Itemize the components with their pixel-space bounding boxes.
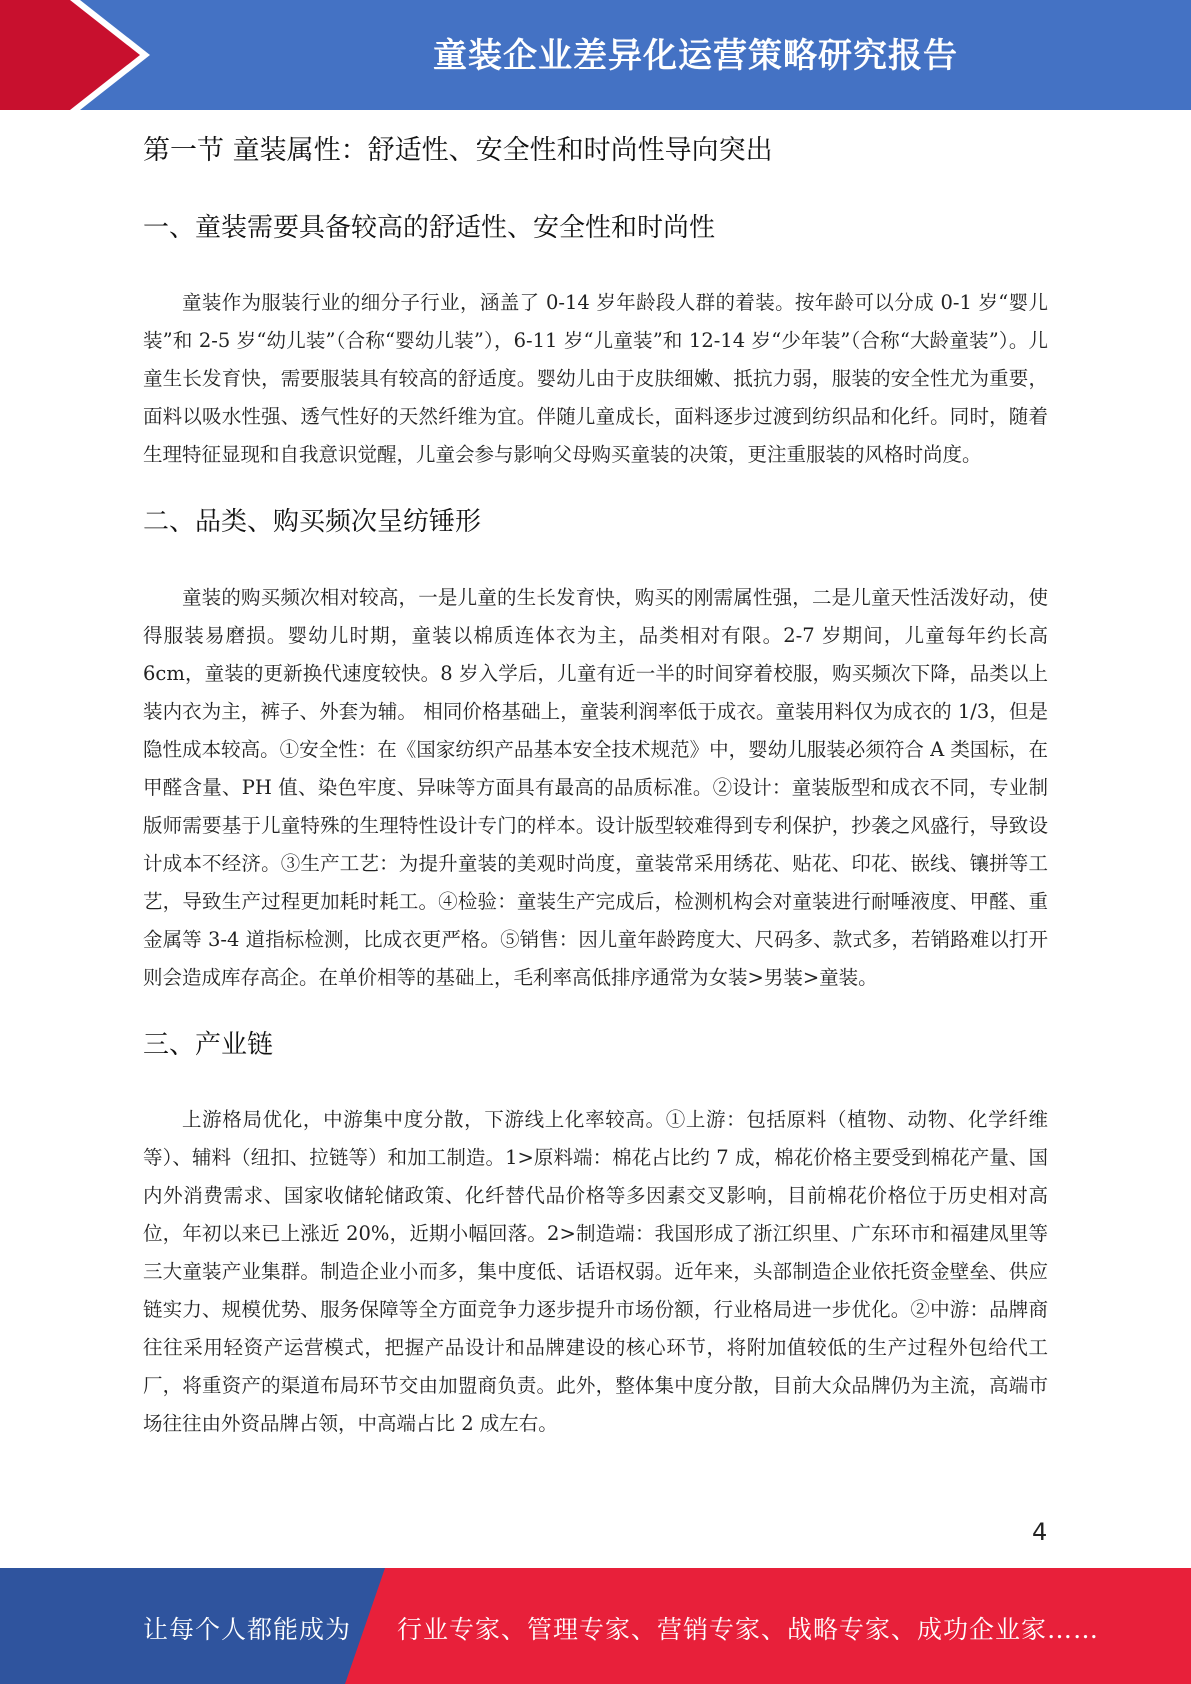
heading-category-frequency: 二、品类、购买频次呈纺锤形 (143, 507, 482, 538)
header-chevron (0, 0, 140, 110)
paragraph-industry-chain: 上游格局优化，中游集中度分散，下游线上化率较高。①上游：包括原料（植物、动物、化学纤维等）、辅料（纽扣、拉链等）和加工制造。1>原料端：棉花占比约 7 成，棉花价格主要受到棉花产量、国内外消费需求、国家收储轮储政策、化纤替代品价格等多因素交叉影响，目前棉花价格位于历史相对高位，年初以来已上涨近 20%，近期小幅回落。2>制造端：我国形成了浙江织里、广东环市和福建凤里等三大童装产业集群。制造企业小而多，集中度低、话语权弱。近年来，头部制造企业依托资金壁垒、供应链实力、规模优势、服务保障等全方面竞争力逐步提升市场份额，行业格局进一步优化。②中游：品牌商往往采用轻资产运营模式，把握产品设计和品牌建设的核心环节，将附加值较低的生产过程外包给代工厂，将重资产的渠道布局环节交由加盟商负责。此外，整体集中度分散，目前大众品牌仍为主流，高端市场往往由外资品牌占领，中高端占比 2 成左右。 (143, 1107, 1048, 1435)
report-title: 童装企业差异化运营策略研究报告 (433, 36, 958, 76)
page-footer (0, 1568, 1191, 1684)
paragraph-comfort-safety-fashion: 童装作为服装行业的细分子行业，涵盖了 0-14 岁年龄段人群的着装。按年龄可以分成 0-1 岁“婴儿装”和 2-5 岁“幼儿装”（合称“婴幼儿装”），6-11 岁“儿童装”和 12-14 岁“少年装”（合称“大龄童装”）。儿童生长发育快，需要服装具有较高的舒适度。婴幼儿由于皮肤细嫩、抵抗力弱，服装的安全性尤为重要，面料以吸水性强、透气性好的天然纤维为宜。伴随儿童成长，面料逐步过渡到纺织品和化纤。同时，随着生理特征显现和自我意识觉醒，儿童会参与影响父母购买童装的决策，更注重服装的风格时尚度。 (143, 291, 1048, 467)
heading-industry-chain: 三、产业链 (143, 1029, 274, 1060)
paragraph-category-frequency: 童装的购买频次相对较高，一是儿童的生长发育快，购买的刚需属性强，二是儿童天性活泼好动，使得服装易磨损。婴幼儿时期，童装以棉质连体衣为主，品类相对有限。2-7 岁期间，儿童每年约长高 6cm，童装的更新换代速度较快。8 岁入学后，儿童有近一半的时间穿着校服，购买频次下降，品类以上装内衣为主，裤子、外套为辅。 相同价格基础上，童装利润率低于成衣。童装用料仅为成衣的 1/3，但是隐性成本较高。①安全性：在《国家纺织产品基本安全技术规范》中，婴幼儿服装必须符合 A 类国标，在甲醛含量、PH 值、染色牢度、异味等方面具有最高的品质标准。②设计：童装版型和成衣不同，专业制版师需要基于儿童特殊的生理特性设计专门的样本。设计版型较难得到专利保护，抄袭之风盛行，导致设计成本不经济。③生产工艺：为提升童装的美观时尚度，童装常采用绣花、贴花、印花、嵌线、镶拼等工艺，导致生产过程更加耗时耗工。④检验：童装生产完成后，检测机构会对童装进行耐唾液度、甲醛、重金属等 3-4 道指标检测，比成衣更严格。⑤销售：因儿童年龄跨度大、尺码多、款式多，若销路难以打开则会造成库存高企。在单价相等的基础上，毛利率高低排序通常为女装>男装>童装。 (143, 585, 1048, 989)
footer-slogan-left: 让每个人都能成为 (143, 1615, 352, 1644)
page-content (143, 110, 1048, 1443)
page-header (0, 0, 1191, 110)
section-title: 第一节 童装属性：舒适性、安全性和时尚性导向突出 (143, 135, 773, 166)
heading-comfort-safety-fashion: 一、童装需要具备较高的舒适性、安全性和时尚性 (143, 212, 716, 243)
page-number: 4 (1032, 1518, 1048, 1546)
footer-slogan-right: 行业专家、管理专家、营销专家、战略专家、成功企业家…… (397, 1615, 1100, 1644)
